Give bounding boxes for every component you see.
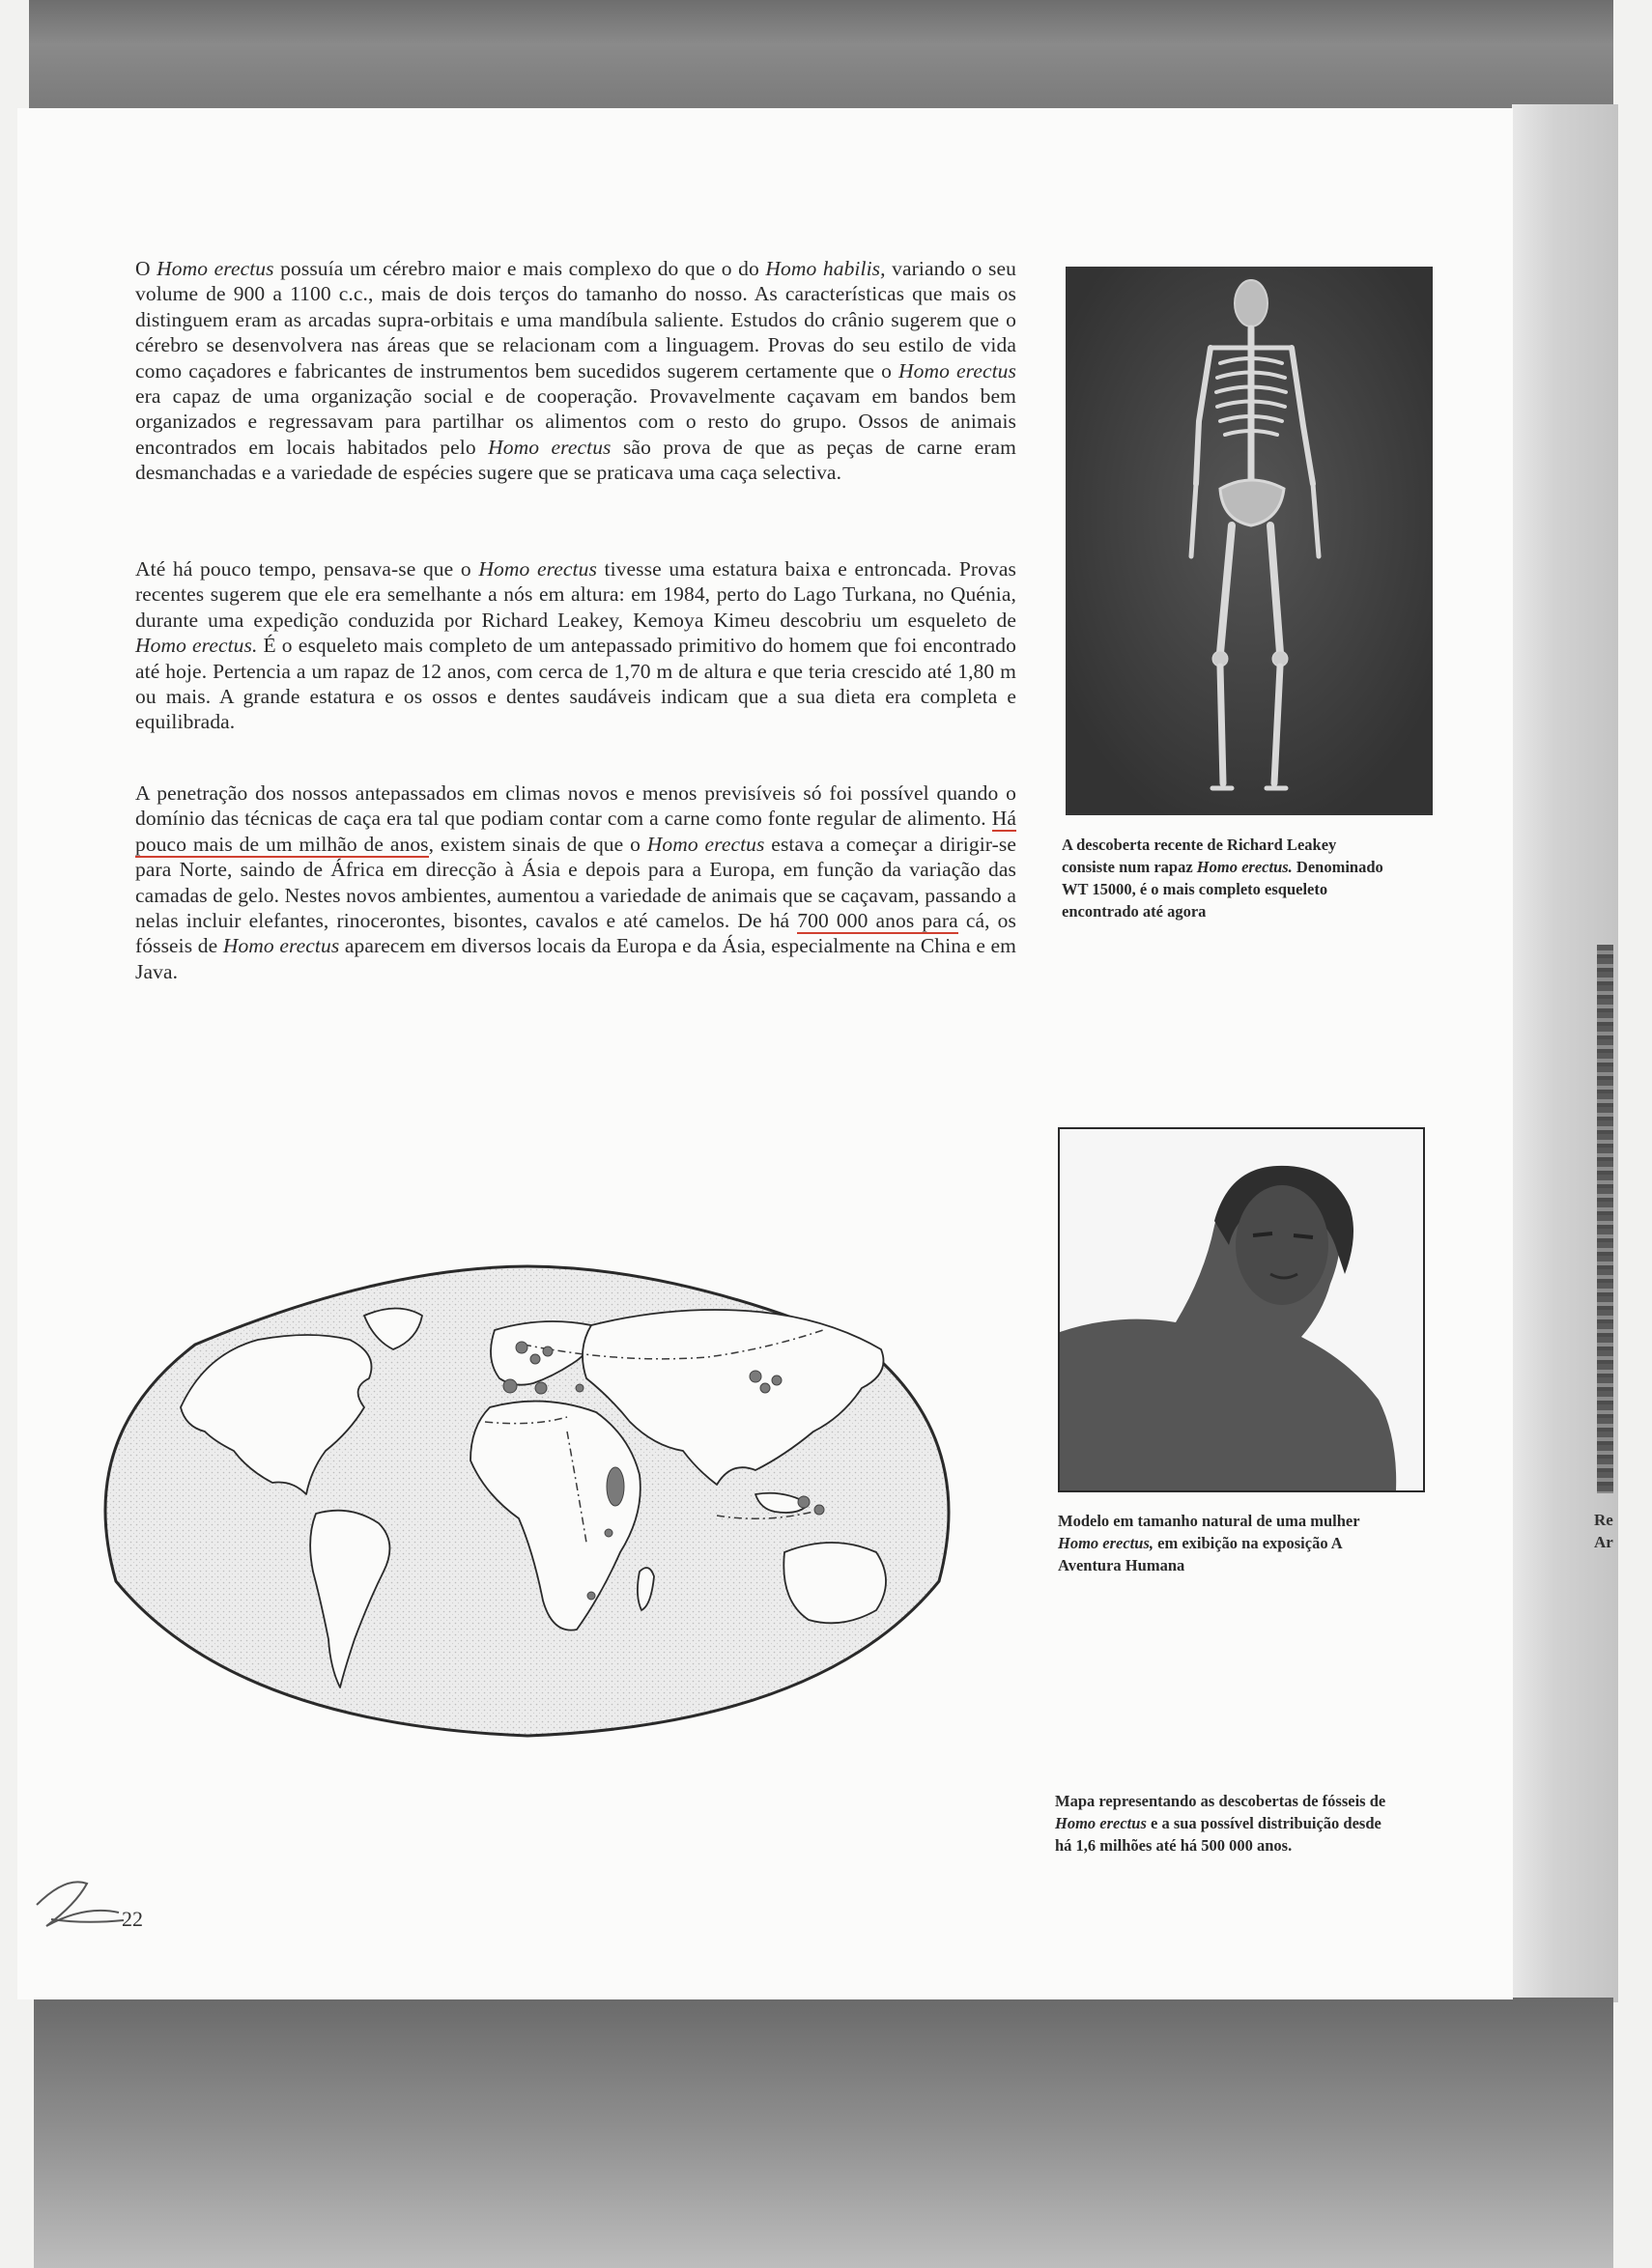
page-number: 22: [122, 1907, 143, 1931]
fossil-site-marker: [750, 1371, 761, 1382]
fossil-site-marker: [605, 1529, 612, 1537]
caption-text: Modelo em tamanho natural de uma mulher: [1058, 1512, 1360, 1530]
caption-text: e a sua possível distribuição desde há 1,6 milhões até há 500 000 anos.: [1055, 1814, 1381, 1855]
species-name: Homo erectus: [157, 257, 274, 280]
paragraph-brain: [135, 256, 1016, 486]
text-run: era capaz de uma organização social e de cooperação. Provavelmente caçavam em bandos bem organizados e regressavam para partilhar os alimentos com o resto do grupo. Ossos de animais encontrados em locais habitados pelo: [135, 384, 1016, 459]
caption-species: Homo erectus,: [1058, 1534, 1154, 1552]
caption-text: em exibição na exposição A Aventura Humana: [1058, 1534, 1342, 1574]
text-run: aparecem em diversos locais da Europa e da Ásia, especialmente na China e em Java.: [135, 934, 1016, 983]
caption-species: Homo erectus: [1055, 1814, 1147, 1832]
text-run: , existem sinais de que o: [428, 832, 647, 856]
homo-erectus-woman-model-photo: [1058, 1127, 1425, 1492]
caption-text: Mapa representando as descobertas de fósseis de: [1055, 1792, 1386, 1810]
species-name: Homo erectus: [488, 435, 612, 459]
species-name: Homo erectus: [646, 832, 765, 856]
woman-model-caption: [1058, 1510, 1401, 1576]
species-name: Homo erectus.: [135, 634, 258, 658]
fossil-site-marker: [587, 1592, 595, 1600]
caption-species: Homo erectus.: [1196, 858, 1293, 876]
neighbor-page-caption-fragment: [1594, 1509, 1613, 1553]
text-run: estava a começar a dirigir-se para Norte, saindo de África em direcção à Ásia e depois para a Europa, em função da variação das camadas de gelo. Nestes novos ambientes, aumentou a variedade de animais que se caçavam, passando a nelas incluir elefantes, rinocerontes, bisontes, cavalos e até camelos. De há: [135, 832, 1016, 933]
world-map-fossil-sites: [89, 1262, 966, 1745]
text-run: Até há pouco tempo, pensava-se que o: [135, 557, 479, 581]
neighbor-fragment-line: Re: [1594, 1511, 1613, 1529]
text-run: são prova de que as peças de carne eram desmanchadas e a variedade de espécies sugere que se praticava uma caça selectiva.: [135, 435, 1016, 485]
paragraph-stature: [135, 556, 1016, 735]
underlined-phrase: Há pouco mais de um milhão de anos: [135, 807, 1016, 856]
text-run: cá, os fósseis de: [135, 909, 1016, 958]
fossil-site-marker: [543, 1347, 553, 1356]
neighbor-page-photo-edge: [1597, 945, 1613, 1493]
species-name: Homo erectus: [222, 934, 340, 958]
species-name: Homo habilis,: [765, 257, 886, 280]
skeleton-caption: [1062, 834, 1390, 922]
neighbor-fragment-line: Ar: [1594, 1533, 1613, 1551]
scan-shadow-top: [29, 0, 1613, 111]
map-caption: [1055, 1790, 1398, 1857]
text-run: O: [135, 257, 157, 280]
fossil-site-marker: [772, 1375, 782, 1385]
caption-text: Denominado WT 15000, é o mais completo esqueleto encontrado até agora: [1062, 858, 1383, 921]
map-australia: [783, 1543, 886, 1623]
species-name: Homo erectus: [478, 557, 597, 581]
fossil-site-marker: [798, 1496, 810, 1508]
fossil-site-marker: [535, 1382, 547, 1394]
underlined-phrase: 700 000 anos para: [797, 909, 958, 933]
fossil-site-cluster: [607, 1467, 624, 1506]
paragraph-migration: [135, 780, 1016, 984]
text-run: É o esqueleto mais completo de um antepassado primitivo do homem que foi encontrado até hoje. Pertencia a um rapaz de 12 anos, com cerca de 1,70 m de altura e que teria crescido até 1,80 m ou mais. A grande estatura e os ossos e dentes saudáveis indicam que a sua dieta era completa e equilibrada.: [135, 634, 1016, 734]
woman-model-illustration: [1060, 1129, 1423, 1490]
fossil-site-marker: [530, 1354, 540, 1364]
text-run: A penetração dos nossos antepassados em climas novos e menos previsíveis só foi possível quando o domínio das técnicas de caça era tal que podiam contar com a carne como fonte regular de alimento.: [135, 781, 1016, 831]
scan-shadow-bottom: [34, 1998, 1613, 2268]
species-name: Homo erectus: [898, 358, 1017, 383]
fossil-site-marker: [503, 1379, 517, 1393]
fossil-site-marker: [576, 1384, 584, 1392]
fossil-site-marker: [760, 1383, 770, 1393]
text-run: tivesse uma estatura baixa e entroncada. Provas recentes sugerem que ele era semelhante a nós em altura: em 1984, perto do Lago Turkana, no Quénia, durante uma expedição conduzida por Richard Leakey, Kemoya Kimeu descobriu um esqueleto de: [135, 557, 1016, 632]
skeleton-photo: [1066, 267, 1433, 815]
caption-text: A descoberta recente de Richard Leakey consiste num rapaz: [1062, 836, 1337, 876]
fossil-site-marker: [516, 1342, 527, 1353]
text-run: variando o seu volume de 900 a 1100 c.c., mais de dois terços do tamanho do nosso. As características que mais os distinguem eram as arcadas supra-orbitais e uma mandíbula saliente. Estudos do crânio sugerem que o cérebro se desenvolvera nas áreas que se relacionam com a linguagem. Provas do seu estilo de vida como caçadores e fabricantes de instrumentos bem sucedidos sugerem certamente que o: [135, 257, 1017, 383]
fossil-site-marker: [814, 1505, 824, 1515]
text-run: possuía um cérebro maior e mais complexo do que o do: [273, 257, 766, 280]
handwritten-signature: [27, 1866, 133, 1943]
skeleton-illustration: [1066, 267, 1433, 815]
